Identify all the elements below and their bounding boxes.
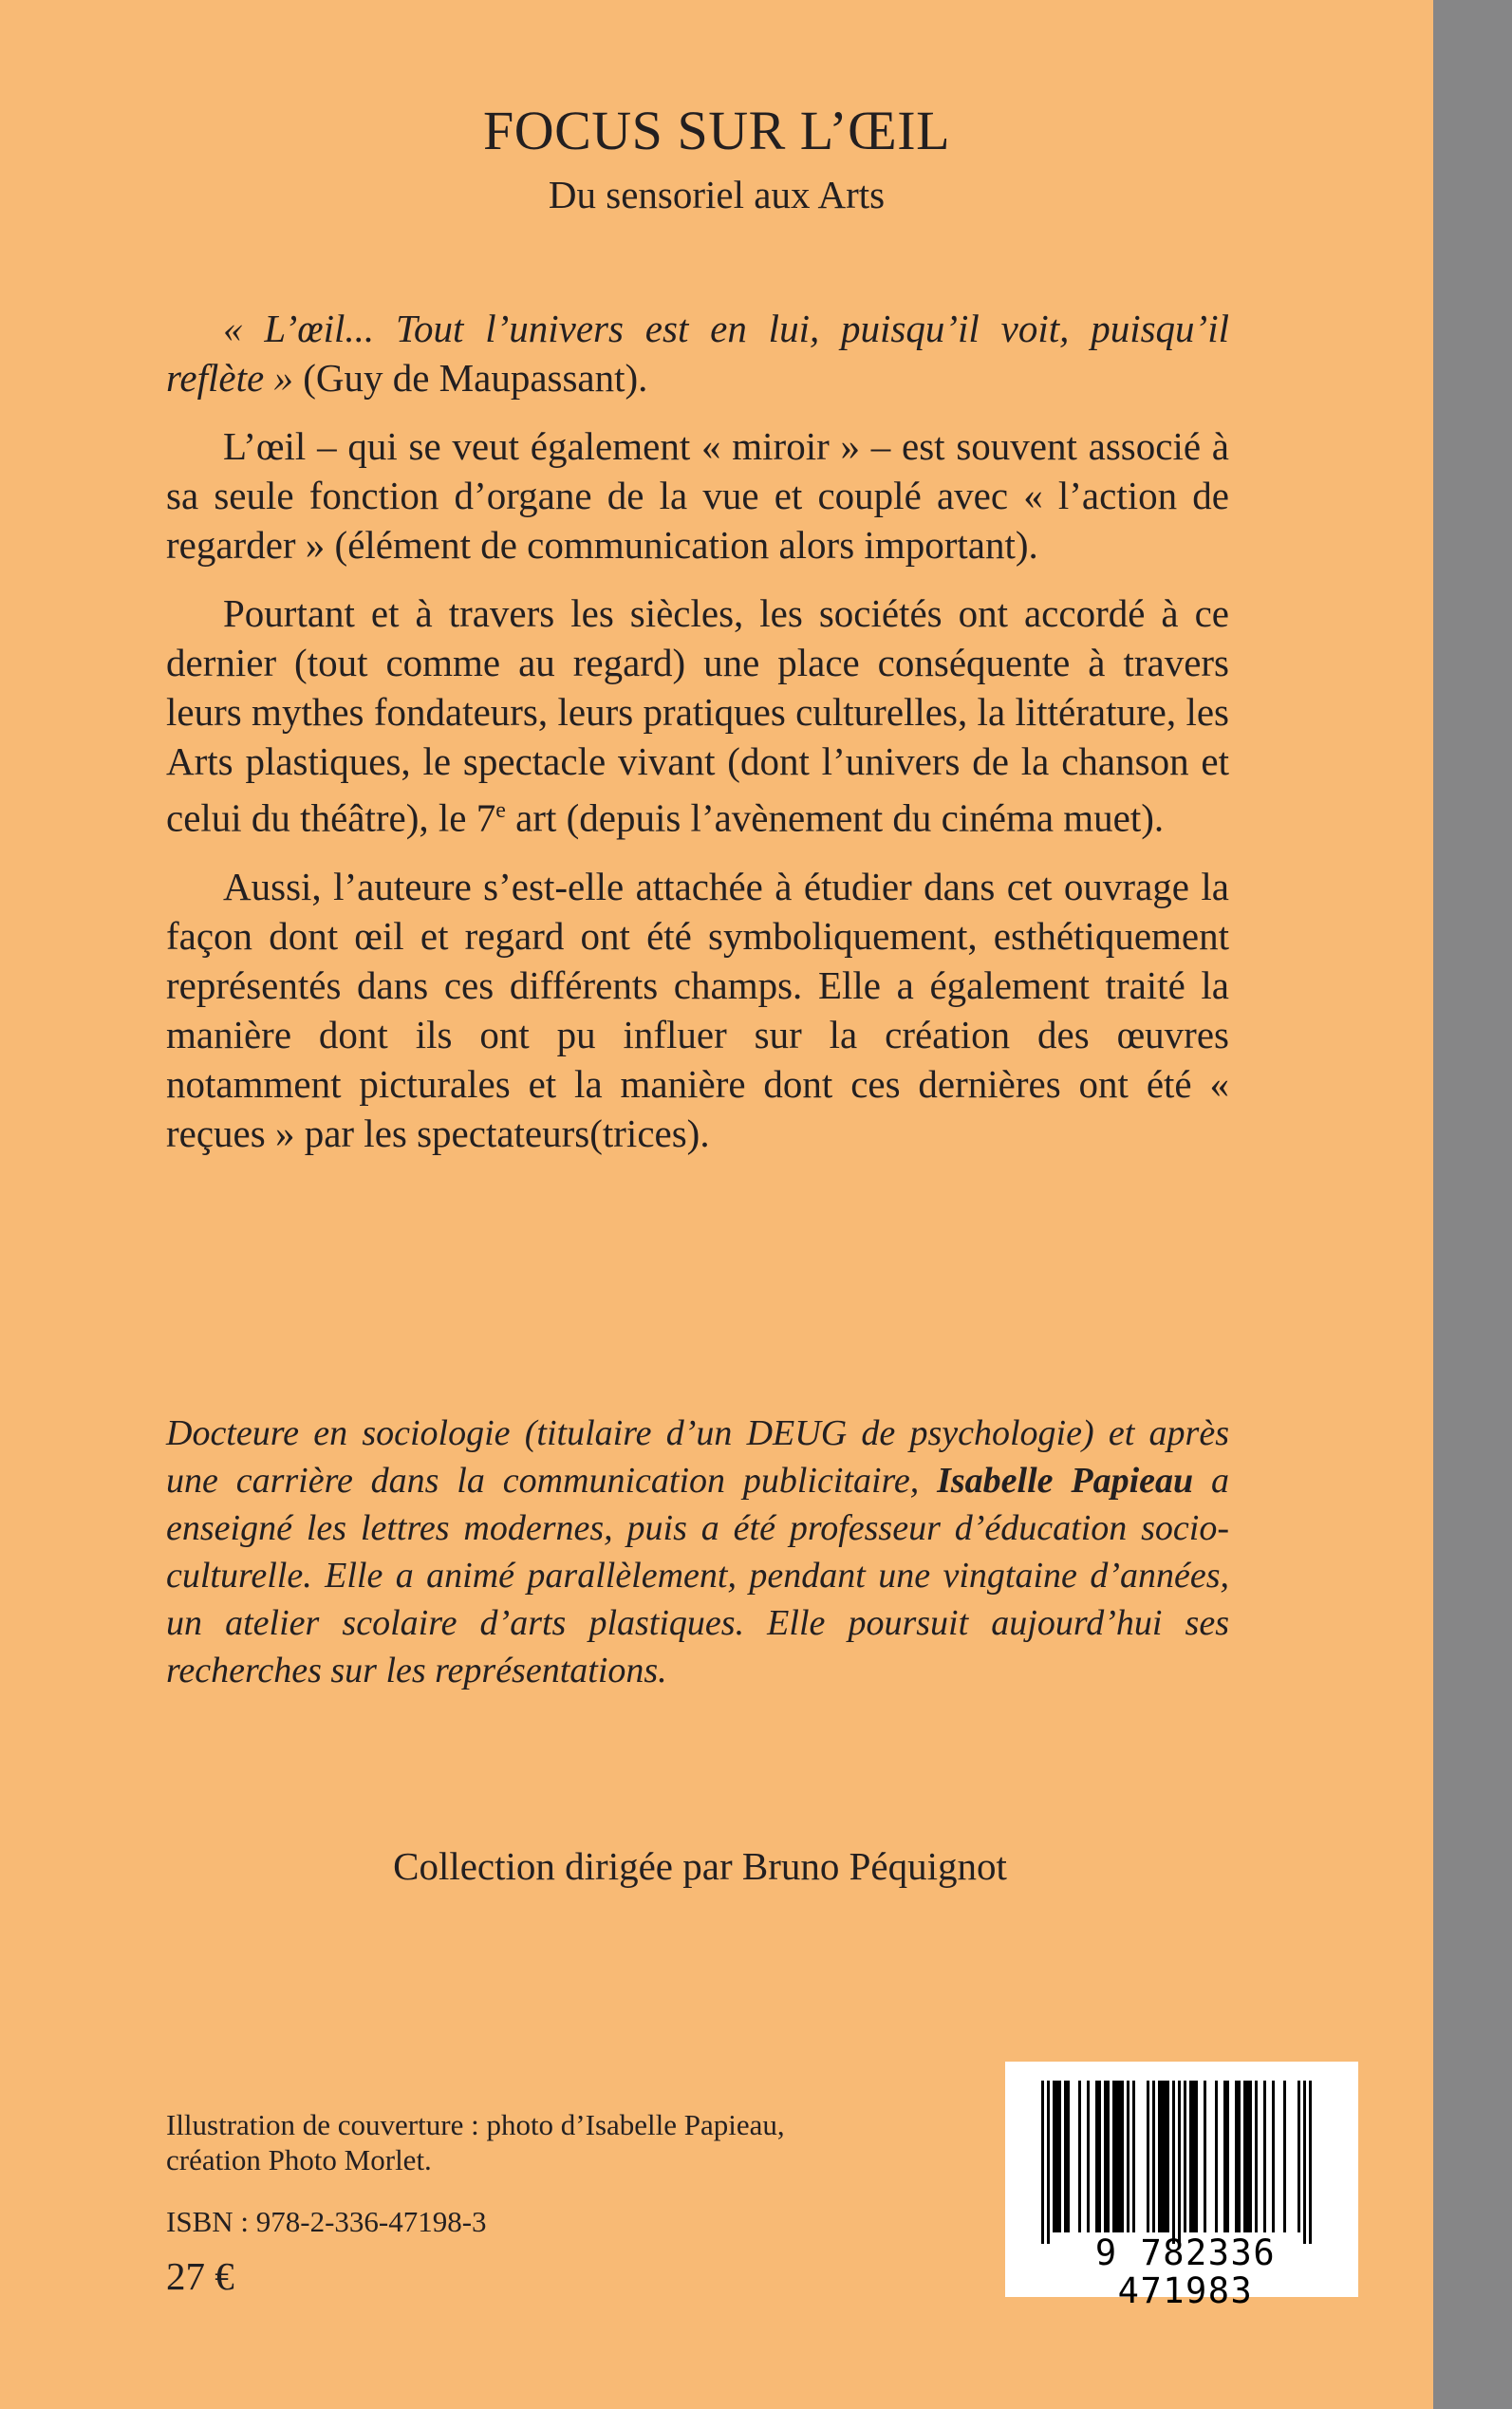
barcode-bar [1255, 2081, 1258, 2232]
barcode-bar [1172, 2081, 1175, 2244]
blurb [166, 304, 1229, 1177]
price: 27 € [166, 2254, 234, 2298]
barcode-bar [1058, 2081, 1061, 2232]
author-bio [166, 1410, 1229, 1694]
barcode-bar [1283, 2081, 1286, 2232]
barcode-bar [1152, 2081, 1155, 2232]
barcode-bar [1246, 2081, 1249, 2232]
barcode-bar [1238, 2081, 1241, 2232]
barcode-bar [1121, 2081, 1124, 2232]
barcode-bar [1047, 2081, 1050, 2244]
barcode-bar [1104, 2081, 1107, 2232]
barcode [1005, 2062, 1358, 2311]
barcode-bar [1087, 2081, 1090, 2232]
barcode-bar [1127, 2081, 1129, 2232]
barcode-bar [1192, 2081, 1195, 2232]
blurb-paragraph-2: L’œil – qui se veut également « miroir » – est souvent associé à sa seule fonction d’organe de la vue et couplé avec « l’action de regarder » (élément de communication alors important). [166, 424, 1229, 567]
quote-source: (Guy de Maupassant). [292, 356, 648, 400]
barcode-bar [1178, 2081, 1181, 2244]
barcode-bar [1161, 2081, 1164, 2232]
barcode-bar [1184, 2081, 1186, 2232]
collection-editor: Collection dirigée par Bruno Péquignot [393, 1844, 1007, 1888]
barcode-bar [1189, 2081, 1192, 2232]
barcode-bar [1263, 2081, 1266, 2232]
barcode-bar [1158, 2081, 1161, 2232]
ordinal-superscript: e [495, 798, 506, 823]
barcode-bar [1164, 2081, 1167, 2232]
cover-credits [166, 2107, 925, 2177]
maupassant-quote: « L’œil... Tout l’univers est en lui, puisqu’il voit, puisqu’il reflète » [166, 307, 1229, 400]
barcode-bar [1053, 2081, 1055, 2232]
barcode-bar [1243, 2081, 1246, 2232]
barcode-bar [1118, 2081, 1121, 2232]
book-subtitle: Du sensoriel aux Arts [548, 173, 886, 216]
barcode-bar [1272, 2081, 1275, 2232]
barcode-bar [1055, 2081, 1058, 2232]
blurb-paragraph-4: Aussi, l’auteure s’est-elle attachée à étudier dans cet ouvrage la façon dont œil et regard ont été symboliquement, esthétiquement représentés dans ces différents champs. Elle a également traité la manière dont ils ont pu influer sur la création des œuvres notamment picturales et la manière dont ces dernières ont été « reçues » par les spectateurs(trices). [166, 864, 1229, 1155]
barcode-bar [1297, 2081, 1300, 2232]
blurb-paragraph-3-end: art (depuis l’avènement du cinéma muet). [505, 795, 1165, 840]
barcode-bar [1078, 2081, 1081, 2232]
barcode-bar [1204, 2081, 1206, 2232]
author-bio-start: Docteure en sociologie (titulaire d’un DEUG de psychologie) et après une carrière dans la communication publicitaire, [166, 1413, 1229, 1501]
book-title: FOCUS SUR L’ŒIL [482, 100, 951, 161]
barcode-bar [1112, 2081, 1115, 2232]
barcode-bar [1303, 2081, 1306, 2244]
credits-line-1: Illustration de couverture : photo d’Isabelle Papieau, [166, 2108, 785, 2141]
isbn: ISBN : 978-2-336-47198-3 [166, 2205, 487, 2238]
barcode-bar [1064, 2081, 1067, 2232]
barcode-bar [1115, 2081, 1118, 2232]
barcode-bar [1041, 2081, 1044, 2244]
barcode-bar [1132, 2081, 1135, 2232]
barcode-bar [1167, 2081, 1169, 2232]
barcode-bar [1067, 2081, 1070, 2232]
credits-line-2: création Photo Morlet. [166, 2143, 432, 2176]
author-bio-end: a enseigné les lettres modernes, puis a été professeur d’éducation socio-culturelle. Elle a animé parallèlement, pendant une vingtaine d’années, un atelier scolaire d’arts plastiques. Elle poursuit aujourd’hui ses recherches sur les représentations. [166, 1461, 1230, 1690]
author-name: Isabelle Papieau [937, 1461, 1194, 1501]
barcode-bar [1147, 2081, 1149, 2232]
blurb-paragraph-3 [166, 588, 1229, 843]
barcode-bar [1195, 2081, 1198, 2232]
barcode-bar [1215, 2081, 1218, 2232]
barcode-bar [1095, 2081, 1098, 2232]
book-spine [1433, 0, 1512, 2409]
barcode-bar [1235, 2081, 1238, 2232]
barcode-bar [1309, 2081, 1312, 2244]
barcode-bar [1098, 2081, 1101, 2232]
barcode-bar [1107, 2081, 1110, 2232]
blurb-paragraph-3-text: Pourtant et à travers les siècles, les sociétés ont accordé à ce dernier (tout comme au regard) une place conséquente à travers leurs mythes fondateurs, leurs pratiques culturelles, la littérature, les Arts plastiques, le spectacle vivant (dont l’univers de la chanson et celui du théâtre), le 7 [166, 591, 1229, 840]
quote-paragraph [166, 304, 1229, 402]
barcode-bar [1223, 2081, 1226, 2232]
barcode-digits: 9 782336 471983 [1094, 2232, 1277, 2311]
barcode-bar [1249, 2081, 1252, 2232]
barcode-bar [1226, 2081, 1229, 2232]
